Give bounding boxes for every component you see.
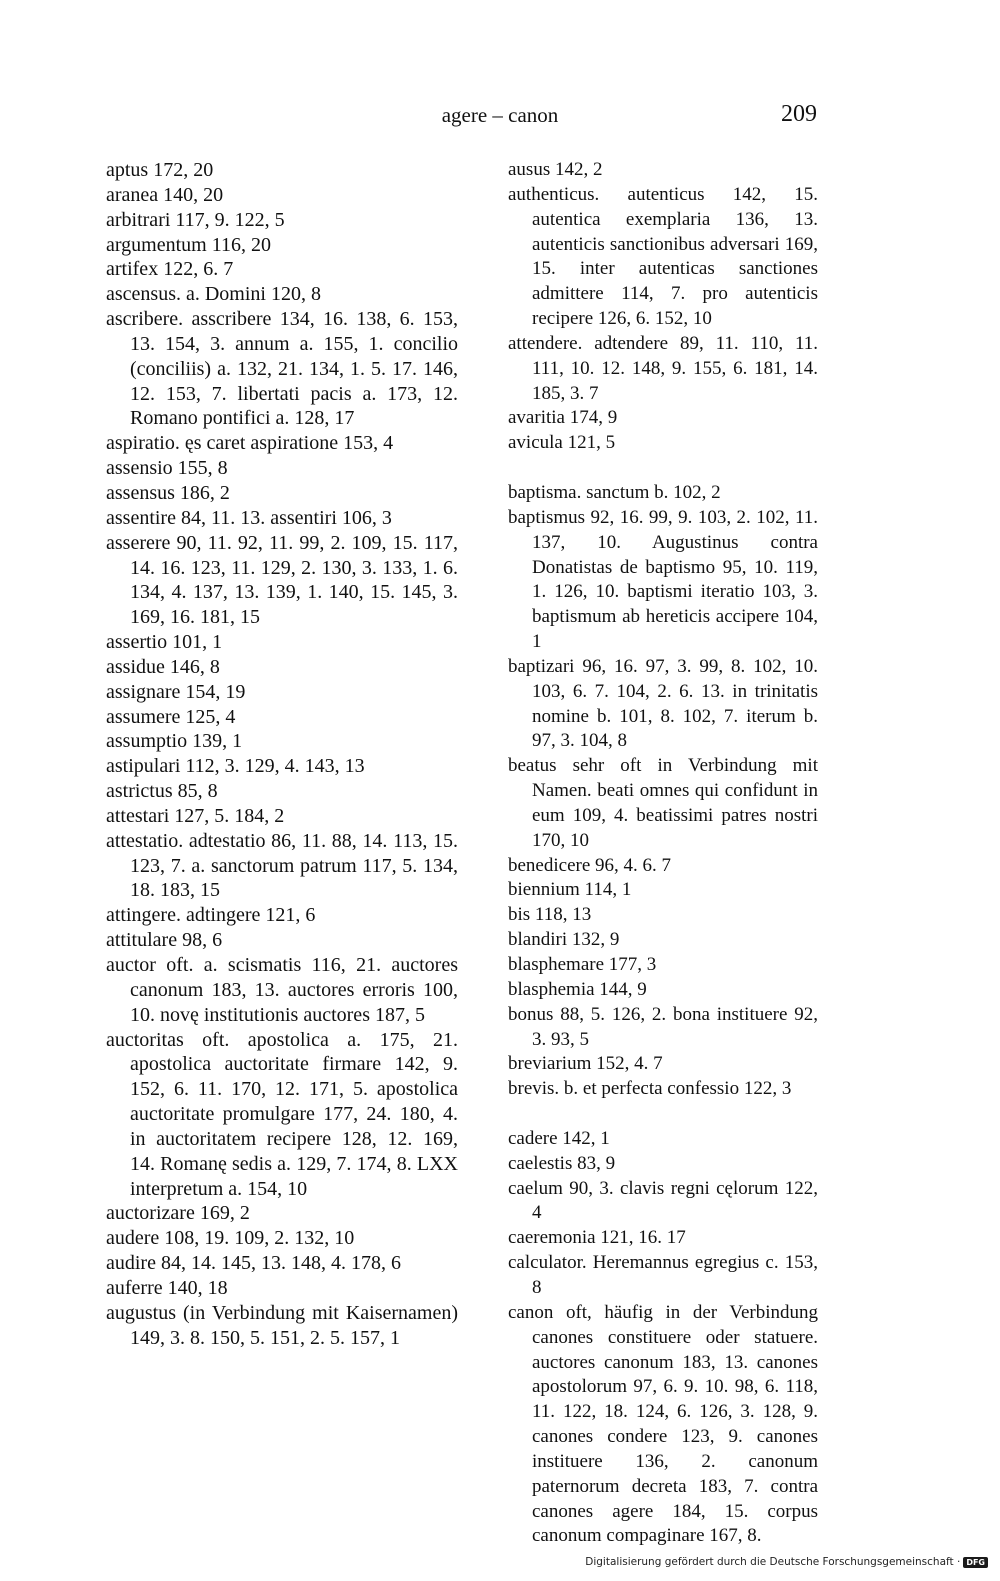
index-column-right xyxy=(508,158,818,1549)
footer-text: Digitalisierung gefördert durch die Deutsche Forschungsgemeinschaft · xyxy=(585,1556,961,1568)
index-column-left xyxy=(106,158,458,1351)
index-entry: artifex 122, 6. 7 xyxy=(106,258,234,281)
index-entry: benedicere 96, 4. 6. 7 xyxy=(508,854,672,876)
index-entry: augustus (in Verbindung mit Kaisernamen) 149, 3. 8. 150, 5. 151, 2. 5. 157, 1 xyxy=(106,1301,458,1349)
index-entry: astipulari 112, 3. 129, 4. 143, 13 xyxy=(106,755,365,778)
index-entry: cadere 142, 1 xyxy=(508,1127,610,1149)
index-entry: bis 118, 13 xyxy=(508,904,592,926)
index-entry: caelum 90, 3. clavis regni cęlorum 122, 4 xyxy=(508,1177,818,1224)
index-entry: blandiri 132, 9 xyxy=(508,929,620,951)
index-entry: avicula 121, 5 xyxy=(508,432,616,454)
index-entry: bonus 88, 5. 126, 2. bona instituere 92, 3. 93, 5 xyxy=(508,1003,818,1050)
index-entry: auctor oft. a. scismatis 116, 21. auctores canonum 183, 13. auctores erroris 100, 10. novę institutionis auctores 187, 5 xyxy=(106,954,458,1026)
index-entry: aranea 140, 20 xyxy=(106,183,224,206)
index-entry: ascensus. a. Domini 120, 8 xyxy=(106,283,321,306)
dfg-logo: DFG xyxy=(963,1557,988,1568)
index-entry: ascribere. asscribere 134, 16. 138, 6. 153, 13. 154, 3. annum a. 155, 1. concilio (conciliis) a. 132, 21. 134, 1. 5. 17. 146, 12. 153, 7. libertati pacis a. 173, 12. Romano pontifici a. 128, 17 xyxy=(106,308,458,430)
index-entry: calculator. Heremannus egregius c. 153, 8 xyxy=(508,1252,818,1298)
index-entry: auctorizare 169, 2 xyxy=(106,1202,250,1225)
index-entry: aptus 172, 20 xyxy=(106,159,214,181)
index-entry: assentire 84, 11. 13. assentiri 106, 3 xyxy=(106,506,392,529)
index-entry: caeremonia 121, 16. 17 xyxy=(508,1227,686,1249)
index-entry: assumere 125, 4 xyxy=(106,705,236,728)
index-entry: assensio 155, 8 xyxy=(106,457,228,480)
index-entry: aspiratio. ęs caret aspiratione 153, 4 xyxy=(106,432,394,455)
index-entry: beatus sehr oft in Verbindung mit Namen. beati omnes qui confidunt in eum 109, 4. beatissimi patres nostri 170, 10 xyxy=(508,755,818,851)
index-entry: caelestis 83, 9 xyxy=(508,1152,616,1174)
page-title: agere – canon xyxy=(441,103,559,127)
index-entry: attestatio. adtestatio 86, 11. 88, 14. 113, 15. 123, 7. a. sanctorum patrum 117, 5. 134, 18. 183, 15 xyxy=(106,829,458,902)
index-entry: audere 108, 19. 109, 2. 132, 10 xyxy=(106,1227,355,1250)
index-entry: attendere. adtendere 89, 11. 110, 11. 111, 10. 12. 148, 9. 155, 6. 181, 14. 185, 3. 7 xyxy=(508,332,818,404)
index-entry: breviarium 152, 4. 7 xyxy=(508,1053,663,1075)
index-entry: attestari 127, 5. 184, 2 xyxy=(106,804,285,827)
index-entry: assumptio 139, 1 xyxy=(106,730,243,753)
index-entry: avaritia 174, 9 xyxy=(508,407,618,429)
index-entry: auctoritas oft. apostolica a. 175, 21. apostolica auctoritate firmare 142, 9. 152, 6. 11. 170, 12. 171, 5. apostolica auctoritate promulgare 177, 24. 180, 4. in auctoritatem recipere 128, 12. 169, 14. Romanę sedis a. 129, 7. 174, 8. LXX interpretum a. 154, 10 xyxy=(106,1028,458,1200)
index-entry: baptisma. sanctum b. 102, 2 xyxy=(508,481,721,503)
index-entry: ausus 142, 2 xyxy=(508,159,603,180)
index-entry: authenticus. autenticus 142, 15. autentica exemplaria 136, 13. autenticis sanctionibus adversari 169, 15. inter autenticas sanctiones admittere 114, 7. pro autenticis recipere 126, 6. 152, 10 xyxy=(508,183,818,330)
index-entry: blasphemia 144, 9 xyxy=(508,978,647,1000)
index-entry: audire 84, 14. 145, 13. 148, 4. 178, 6 xyxy=(106,1252,401,1275)
index-entry: assensus 186, 2 xyxy=(106,481,230,504)
index-entry: arbitrari 117, 9. 122, 5 xyxy=(106,208,285,231)
index-entry: assertio 101, 1 xyxy=(106,631,223,654)
index-entry: blasphemare 177, 3 xyxy=(508,954,657,975)
index-entry: canon oft, häufig in der Verbindung canones constituere oder statuere. auctores canonum 183, 13. canones apostolorum 97, 6. 9. 10. 98, 6. 118, 11. 122, 18. 124, 6. 126, 3. 128, 9. canones condere 123, 9. canones instituere 136, 2. canonum paternorum decreta 183, 7. contra canones agere 184, 15. corpus canonum compaginare 167, 8. xyxy=(508,1301,818,1547)
index-entry: brevis. b. et perfecta confessio 122, 3 xyxy=(508,1078,792,1100)
index-entry: baptizari 96, 16. 97, 3. 99, 8. 102, 10. 103, 6. 7. 104, 2. 6. 13. in trinitatis nomine b. 101, 8. 102, 7. iterum b. 97, 3. 104, 8 xyxy=(508,655,818,752)
index-entry: argumentum 116, 20 xyxy=(106,233,271,256)
digitization-credit xyxy=(585,1556,988,1568)
index-entry: biennium 114, 1 xyxy=(508,879,632,901)
index-entry: assignare 154, 19 xyxy=(106,680,246,703)
index-entry: assidue 146, 8 xyxy=(106,655,220,678)
index-entry: attitulare 98, 6 xyxy=(106,929,223,952)
index-entry: baptismus 92, 16. 99, 9. 103, 2. 102, 11. 137, 10. Augustinus contra Donatistas de baptismo 95, 10. 119, 1. 126, 10. baptismi iteratio 103, 3. baptismum ab hereticis accipere 104, 1 xyxy=(508,506,818,653)
index-entry: attingere. adtingere 121, 6 xyxy=(106,904,316,927)
index-entry: asserere 90, 11. 92, 11. 99, 2. 109, 15. 117, 14. 16. 123, 11. 129, 2. 130, 3. 133, 1. 6. 134, 4. 137, 13. 139, 1. 140, 15. 145, 3. 169, 16. 181, 15 xyxy=(106,531,458,629)
page-number: 209 xyxy=(781,101,817,127)
index-entry: auferre 140, 18 xyxy=(106,1276,228,1299)
index-entry: astrictus 85, 8 xyxy=(106,780,218,803)
